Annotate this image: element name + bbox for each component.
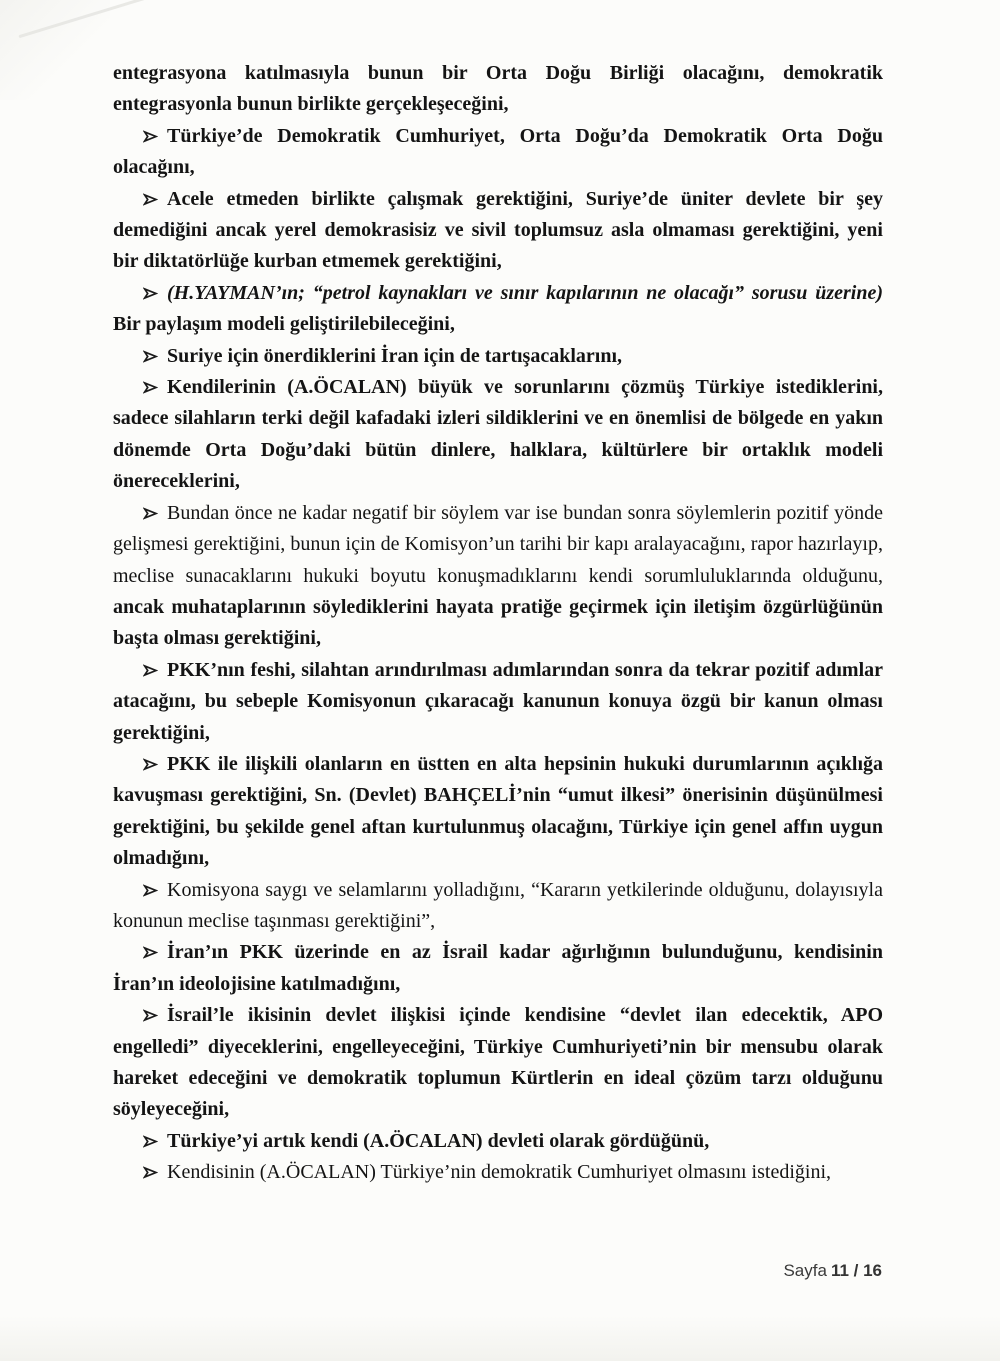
text-segment: (H.YAYMAN’ın; “petrol kaynakları ve sınır kapılarının ne olacağı” sorusu üzerine) [167, 281, 883, 304]
bullet-item [113, 341, 883, 372]
text-segment: Bir paylaşım modeli geliştirilebileceğini, [113, 313, 455, 336]
text-segment: Türkiye’yi artık kendi (A.ÖCALAN) devleti olarak gördüğünü, [167, 1129, 710, 1152]
bullet-item [113, 278, 883, 341]
arrowhead-right-icon [143, 287, 158, 300]
text-segment: PKK ile ilişkili olanların en üstten en alta hepsinin hukuki durumlarının açıklığa kavuşması gerektiğini, Sn. (Devlet) BAHÇELİ’nin “umut ilkesi” önerisinin düşünülmesi gerektiğini, bu şekilde genel aftan kurtulunmuş olacağını, Türkiye için genel affın uygun olmadığını, [113, 752, 883, 870]
bullet-arrow [143, 184, 158, 215]
arrowhead-right-icon [143, 1009, 158, 1022]
text-segment: İsrail’le ikisinin devlet ilişkisi içinde kendisine “devlet ilan edecektik, APO engelledi” diyeceklerini, engelleyeceğini, Türkiye Cumhuriyeti’nin bir mensubu olarak hareket edeceğini ve demokratik toplumun Kürtlerin en ideal çözüm tarzı olduğunu söyleyeceğini, [113, 1004, 883, 1121]
scan-artifact-bottom [0, 1315, 1000, 1361]
bullet-item [113, 655, 883, 749]
bullet-item [113, 372, 883, 498]
arrowhead-right-icon [143, 1135, 158, 1148]
bullet-arrow [143, 749, 158, 780]
text-segment: Türkiye’de Demokratik Cumhuriyet, Orta Doğu’da Demokratik Orta Doğu olacağını, [113, 124, 883, 179]
text-segment: PKK’nın feshi, silahtan arındırılması adımlarından sonra da tekrar pozitif adımlar atacağını, bu sebeple Komisyonun çıkaracağı kanunun konuya özgü bir kanun olması gerektiğini, [113, 658, 883, 744]
document-body [113, 58, 883, 1189]
arrowhead-right-icon [143, 664, 158, 677]
text-segment: ancak muhataplarının söylediklerini hayata pratiğe geçirmek için iletişim özgürlüğünün başta olması gerektiğini, [113, 595, 883, 650]
bullet-item [113, 121, 883, 184]
bullet-arrow [143, 1157, 158, 1188]
bullet-arrow [143, 875, 158, 906]
arrowhead-right-icon [143, 130, 158, 143]
bullet-item [113, 184, 883, 278]
bullet-arrow [143, 937, 158, 968]
arrowhead-right-icon [143, 381, 158, 394]
arrowhead-right-icon [143, 507, 158, 520]
bullet-item [113, 937, 883, 1000]
text-segment: entegrasyona katılmasıyla bunun bir Orta Doğu Birliği olacağını, demokratik entegrasyonla bunun birlikte gerçekleşeceğini, [113, 62, 883, 116]
bullet-arrow [143, 341, 158, 372]
arrowhead-right-icon [143, 758, 158, 771]
text-segment: Acele etmeden birlikte çalışmak gerektiğini, Suriye’de üniter devlete bir şey demediğini ancak yerel demokrasisiz ve sivil toplumsuz asla olmaması gerektiğini, yeni bir diktatörlüğe kurban etmemek gerektiğini, [113, 187, 883, 273]
bullet-arrow [143, 1126, 158, 1157]
arrowhead-right-icon [143, 946, 158, 959]
bullet-item [113, 1157, 883, 1188]
footer-label: Sayfa [783, 1261, 827, 1280]
text-segment: Kendilerinin (A.ÖCALAN) büyük ve sorunlarını çözmüş Türkiye istediklerini, sadece silahların terki değil kafadaki izleri sildiklerini ve en önemlisi de bölgede en yakın dönemde Orta Doğu’daki bütün dinlere, halklara, kültürlere bir ortaklık modeli önereceklerini, [113, 376, 883, 493]
page-footer [783, 1261, 882, 1281]
bullet-item [113, 1000, 883, 1126]
text-segment: Bundan önce ne kadar negatif bir söylem var ise bundan sonra söylemlerin pozitif yönde gelişmesi gerektiğini, bunun için de Komisyon’un tarihi bir kapı aralayacağını, rapor hazırlayıp, meclise sunacaklarını hukuki boyutu konuşmadıklarını kendi sorumluluklarında olduğunu, [113, 501, 883, 587]
paragraph [113, 58, 883, 121]
text-segment: Komisyona saygı ve selamlarını yolladığını, “Kararın yetkilerinde olduğunu, dolayısıyla konunun meclise taşınması gerektiğini”, [113, 878, 883, 932]
bullet-item [113, 749, 883, 875]
bullet-arrow [143, 278, 158, 309]
arrowhead-right-icon [143, 193, 158, 206]
footer-page-number: 11 / 16 [830, 1261, 882, 1280]
arrowhead-right-icon [143, 884, 158, 897]
text-segment: Suriye için önerdiklerini İran için de tartışacaklarını, [167, 344, 622, 367]
bullet-arrow [143, 121, 158, 152]
bullet-item [113, 875, 883, 938]
bullet-item [113, 498, 883, 655]
arrowhead-right-icon [143, 1166, 158, 1179]
arrowhead-right-icon [143, 350, 158, 363]
text-segment: İran’ın PKK üzerinde en az İsrail kadar ağırlığının bulunduğunu, kendisinin İran’ın ideolojisine katılmadığını, [113, 941, 883, 995]
bullet-item [113, 1126, 883, 1157]
bullet-arrow [143, 372, 158, 403]
bullet-arrow [143, 498, 158, 529]
text-segment: Kendisinin (A.ÖCALAN) Türkiye’nin demokratik Cumhuriyet olmasını istediğini, [167, 1161, 831, 1184]
bullet-arrow [143, 655, 158, 686]
bullet-arrow [143, 1000, 158, 1031]
